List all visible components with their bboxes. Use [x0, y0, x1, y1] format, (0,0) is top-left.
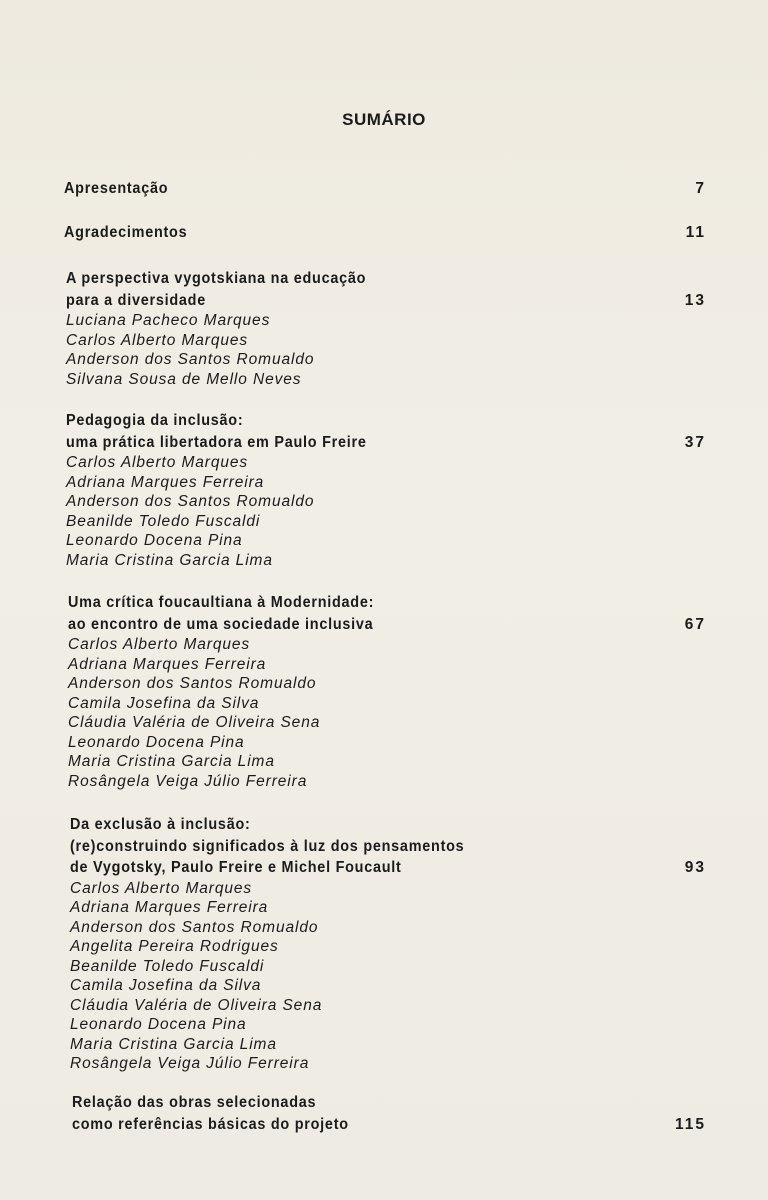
toc-entry-title: como referências básicas do projeto — [72, 1115, 349, 1133]
page-number: 37 — [684, 433, 706, 451]
author-name: Carlos Alberto Marques — [66, 454, 249, 471]
page-number: 7 — [695, 180, 706, 197]
toc-entry — [66, 410, 706, 570]
toc-entry-title: uma prática libertadora em Paulo Freire — [66, 433, 367, 451]
page-number: 115 — [674, 1115, 706, 1133]
author-name: Rosângela Veiga Júlio Ferreira — [70, 1055, 310, 1072]
page-title: SUMÁRIO — [342, 110, 426, 129]
author-name: Anderson dos Santos Romualdo — [68, 675, 317, 692]
page-number: 11 — [685, 224, 706, 241]
toc-entry-title: para a diversidade — [66, 291, 206, 309]
author-name: Camila Josefina da Silva — [68, 694, 260, 712]
toc-entry-title: de Vygotsky, Paulo Freire e Michel Foucault — [70, 859, 402, 876]
toc-entry-title: Apresentação — [64, 180, 169, 197]
toc-entry — [64, 178, 706, 200]
toc-entry-title: Pedagogia da inclusão: — [66, 412, 244, 429]
author-name: Angelita Pereira Rodrigues — [70, 938, 279, 955]
toc-entry — [68, 592, 706, 791]
author-name: Beanilde Toledo Fuscaldi — [70, 957, 265, 975]
author-name: Anderson dos Santos Romualdo — [66, 493, 315, 510]
author-name: Camila Josefina da Silva — [70, 977, 262, 994]
author-name: Luciana Pacheco Marques — [66, 312, 271, 329]
toc-entry-title: Da exclusão à inclusão: — [70, 816, 251, 833]
author-name: Anderson dos Santos Romualdo — [66, 351, 315, 368]
toc-entry — [72, 1092, 706, 1135]
page-number: 67 — [684, 615, 706, 633]
author-name: Carlos Alberto Marques — [66, 331, 249, 349]
toc-entry-title: Uma crítica foucaultiana à Modernidade: — [68, 594, 375, 611]
author-name: Leonardo Docena Pina — [70, 1016, 247, 1033]
author-name: Adriana Marques Ferreira — [70, 899, 269, 916]
toc-entry-title: (re)construindo significados à luz dos pensamentos — [70, 837, 465, 855]
toc-entry-title: Agradecimentos — [64, 224, 188, 241]
toc-entry — [70, 814, 706, 1074]
toc-entry — [64, 222, 706, 244]
author-name: Adriana Marques Ferreira — [68, 655, 267, 673]
page-number: 93 — [684, 859, 706, 876]
toc-entry-title: ao encontro de uma sociedade inclusiva — [68, 615, 374, 633]
author-name: Anderson dos Santos Romualdo — [70, 918, 319, 936]
author-name: Maria Cristina Garcia Lima — [66, 551, 273, 569]
author-name: Cláudia Valéria de Oliveira Sena — [68, 714, 321, 731]
toc-entry-title: Relação das obras selecionadas — [72, 1094, 317, 1111]
toc-entry-title: A perspectiva vygotskiana na educação — [66, 270, 367, 287]
page-number: 13 — [684, 291, 706, 309]
author-name: Rosângela Veiga Júlio Ferreira — [68, 772, 308, 790]
author-name: Leonardo Docena Pina — [66, 532, 243, 549]
author-name: Maria Cristina Garcia Lima — [68, 753, 275, 770]
author-name: Carlos Alberto Marques — [68, 636, 251, 653]
author-name: Carlos Alberto Marques — [70, 879, 253, 897]
author-name: Maria Cristina Garcia Lima — [70, 1035, 277, 1053]
author-name: Cláudia Valéria de Oliveira Sena — [70, 996, 323, 1014]
author-name: Leonardo Docena Pina — [68, 733, 245, 751]
toc-entry — [66, 268, 706, 389]
author-name: Silvana Sousa de Mello Neves — [66, 370, 302, 388]
author-name: Beanilde Toledo Fuscaldi — [66, 512, 261, 530]
author-name: Adriana Marques Ferreira — [66, 473, 265, 491]
